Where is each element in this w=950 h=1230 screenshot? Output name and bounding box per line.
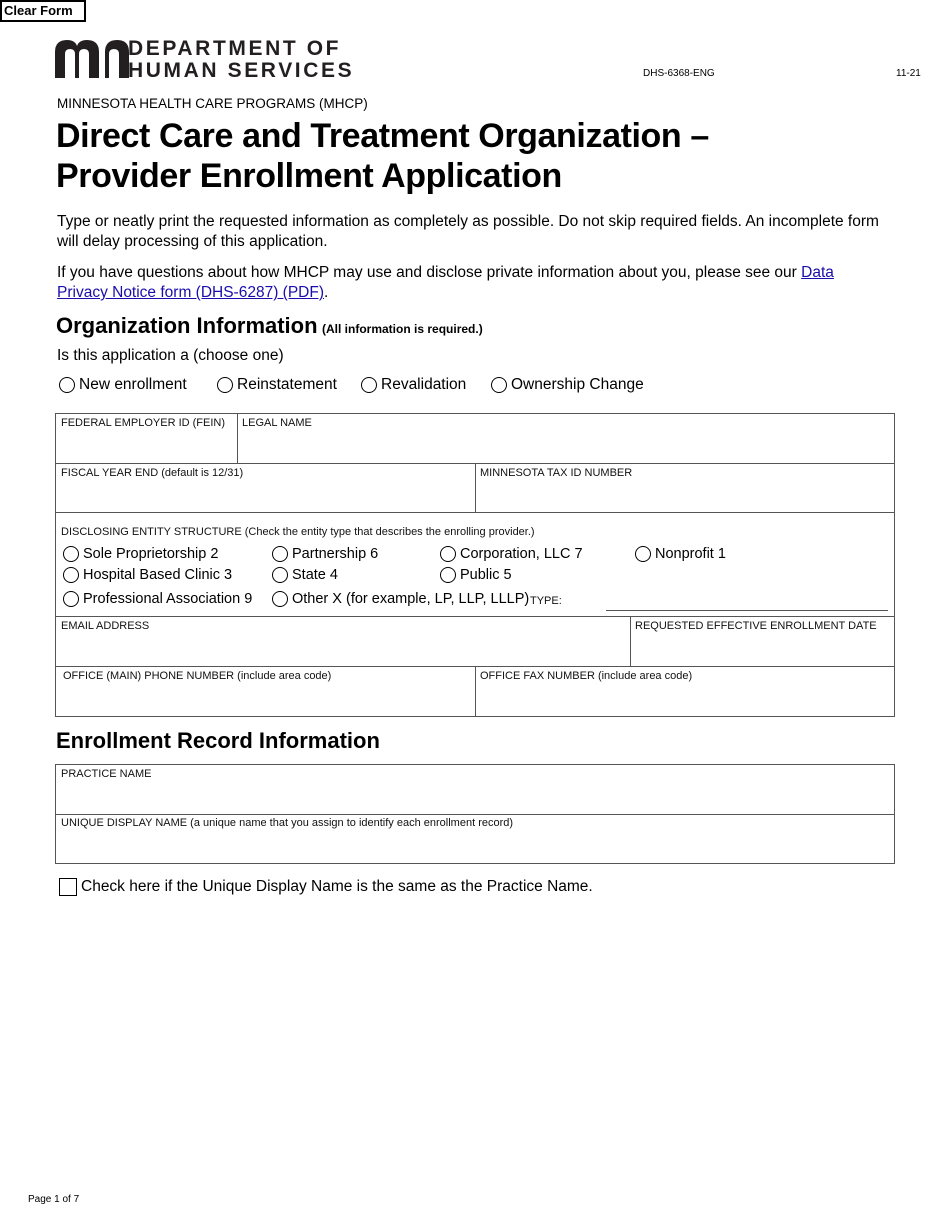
form-number: DHS-6368-ENG bbox=[643, 68, 715, 79]
form-revision: 11-21 bbox=[896, 68, 921, 79]
radio-ownership-change[interactable] bbox=[491, 377, 507, 393]
privacy-text: If you have questions about how MHCP may use and disclose private information about you, please see our bbox=[57, 264, 802, 281]
email-input[interactable] bbox=[60, 637, 629, 663]
entity-hospital-clinic[interactable] bbox=[63, 567, 232, 583]
page-title bbox=[56, 116, 709, 196]
org-section-note: (All information is required.) bbox=[322, 322, 483, 336]
divider bbox=[475, 463, 476, 512]
entity-partnership[interactable] bbox=[272, 546, 378, 562]
effective-date-input[interactable] bbox=[634, 637, 893, 663]
radio-corporation[interactable] bbox=[440, 546, 456, 562]
option-revalidation[interactable] bbox=[361, 376, 466, 394]
radio-public[interactable] bbox=[440, 567, 456, 583]
entity-state[interactable] bbox=[272, 567, 338, 583]
divider bbox=[237, 413, 238, 463]
org-section-heading bbox=[56, 313, 483, 339]
privacy-end: . bbox=[324, 284, 329, 301]
divider bbox=[55, 616, 895, 617]
radio-other[interactable] bbox=[272, 591, 288, 607]
entity-option-label: Hospital Based Clinic 3 bbox=[83, 567, 233, 583]
legal-name-label: LEGAL NAME bbox=[242, 417, 312, 429]
enrollment-section-title: Enrollment Record Information bbox=[56, 728, 380, 753]
divider bbox=[630, 616, 631, 666]
option-new-enrollment[interactable] bbox=[59, 376, 187, 394]
entity-professional-association[interactable] bbox=[63, 591, 252, 607]
dept-name-line1: DEPARTMENT OF bbox=[128, 37, 342, 60]
radio-new-enrollment[interactable] bbox=[59, 377, 75, 393]
other-type-input[interactable] bbox=[606, 590, 888, 611]
dept-name-line2: HUMAN SERVICES bbox=[128, 59, 355, 82]
application-type-question: Is this application a (choose one) bbox=[57, 347, 284, 364]
entity-public[interactable] bbox=[440, 567, 512, 583]
divider bbox=[475, 666, 476, 717]
fax-input[interactable] bbox=[479, 687, 893, 713]
clear-form-button[interactable]: Clear Form bbox=[0, 0, 86, 22]
title-line-2: Provider Enrollment Application bbox=[56, 157, 562, 195]
entity-option-label: Public 5 bbox=[460, 567, 512, 583]
same-name-checkbox-row[interactable] bbox=[59, 878, 593, 896]
fax-label: OFFICE FAX NUMBER (include area code) bbox=[480, 670, 693, 682]
entity-option-label: Other X (for example, LP, LLP, LLLP) bbox=[292, 591, 530, 607]
phone-label: OFFICE (MAIN) PHONE NUMBER (include area code) bbox=[63, 670, 332, 682]
radio-professional-association[interactable] bbox=[63, 591, 79, 607]
effective-date-label: REQUESTED EFFECTIVE ENROLLMENT DATE bbox=[635, 620, 877, 632]
privacy-notice-link[interactable]: Data Privacy Notice form (DHS-6287) (PDF) bbox=[57, 264, 834, 301]
radio-nonprofit[interactable] bbox=[635, 546, 651, 562]
mn-tax-id-label: MINNESOTA TAX ID NUMBER bbox=[480, 467, 633, 479]
same-name-label: Check here if the Unique Display Name is the same as the Practice Name. bbox=[81, 878, 593, 895]
entity-nonprofit[interactable] bbox=[635, 546, 726, 562]
practice-name-input[interactable] bbox=[60, 785, 893, 811]
practice-name-label: PRACTICE NAME bbox=[61, 768, 152, 780]
option-label: Revalidation bbox=[381, 376, 467, 393]
entity-option-label: State 4 bbox=[292, 567, 338, 583]
org-section-title: Organization Information bbox=[56, 313, 318, 338]
mn-tax-id-input[interactable] bbox=[479, 484, 893, 510]
option-ownership-change[interactable] bbox=[491, 376, 644, 394]
fein-input[interactable] bbox=[60, 435, 236, 461]
unique-display-name-label: UNIQUE DISPLAY NAME (a unique name that you assign to identify each enrollment record) bbox=[61, 817, 514, 829]
radio-sole-proprietorship[interactable] bbox=[63, 546, 79, 562]
phone-input[interactable] bbox=[60, 687, 474, 713]
program-name: MINNESOTA HEALTH CARE PROGRAMS (MHCP) bbox=[57, 96, 368, 111]
fiscal-year-input[interactable] bbox=[60, 484, 474, 510]
option-label: New enrollment bbox=[79, 376, 187, 393]
entity-option-label: Nonprofit 1 bbox=[655, 546, 726, 562]
entity-corporation[interactable] bbox=[440, 546, 583, 562]
unique-display-name-input[interactable] bbox=[60, 834, 893, 860]
radio-hospital-clinic[interactable] bbox=[63, 567, 79, 583]
title-line-1: Direct Care and Treatment Organization – bbox=[56, 117, 709, 155]
radio-state[interactable] bbox=[272, 567, 288, 583]
radio-reinstatement[interactable] bbox=[217, 377, 233, 393]
entity-option-label: Sole Proprietorship 2 bbox=[83, 546, 219, 562]
entity-sole-proprietorship[interactable] bbox=[63, 546, 218, 562]
intro-paragraph: Type or neatly print the requested information as completely as possible. Do not skip required fields. An incomplete form will delay processing of this application. bbox=[57, 213, 879, 250]
legal-name-input[interactable] bbox=[241, 435, 893, 461]
entity-option-label: Corporation, LLC 7 bbox=[460, 546, 583, 562]
fein-label: FEDERAL EMPLOYER ID (FEIN) bbox=[61, 417, 226, 429]
divider bbox=[55, 512, 895, 513]
radio-revalidation[interactable] bbox=[361, 377, 377, 393]
entity-option-label: Professional Association 9 bbox=[83, 591, 253, 607]
fiscal-year-label: FISCAL YEAR END (default is 12/31) bbox=[61, 467, 244, 479]
entity-option-label: Partnership 6 bbox=[292, 546, 379, 562]
email-label: EMAIL ADDRESS bbox=[61, 620, 150, 632]
entity-other[interactable] bbox=[272, 591, 529, 607]
other-type-label: TYPE: bbox=[530, 595, 562, 607]
entity-structure-label: DISCLOSING ENTITY STRUCTURE (Check the entity type that describes the enrolling provider.) bbox=[61, 526, 535, 538]
same-name-checkbox[interactable] bbox=[59, 878, 77, 896]
option-label: Ownership Change bbox=[511, 376, 644, 393]
page-number: Page 1 of 7 bbox=[28, 1194, 80, 1205]
divider bbox=[55, 814, 895, 815]
privacy-paragraph bbox=[57, 263, 887, 303]
option-reinstatement[interactable] bbox=[217, 376, 337, 394]
radio-partnership[interactable] bbox=[272, 546, 288, 562]
option-label: Reinstatement bbox=[237, 376, 337, 393]
